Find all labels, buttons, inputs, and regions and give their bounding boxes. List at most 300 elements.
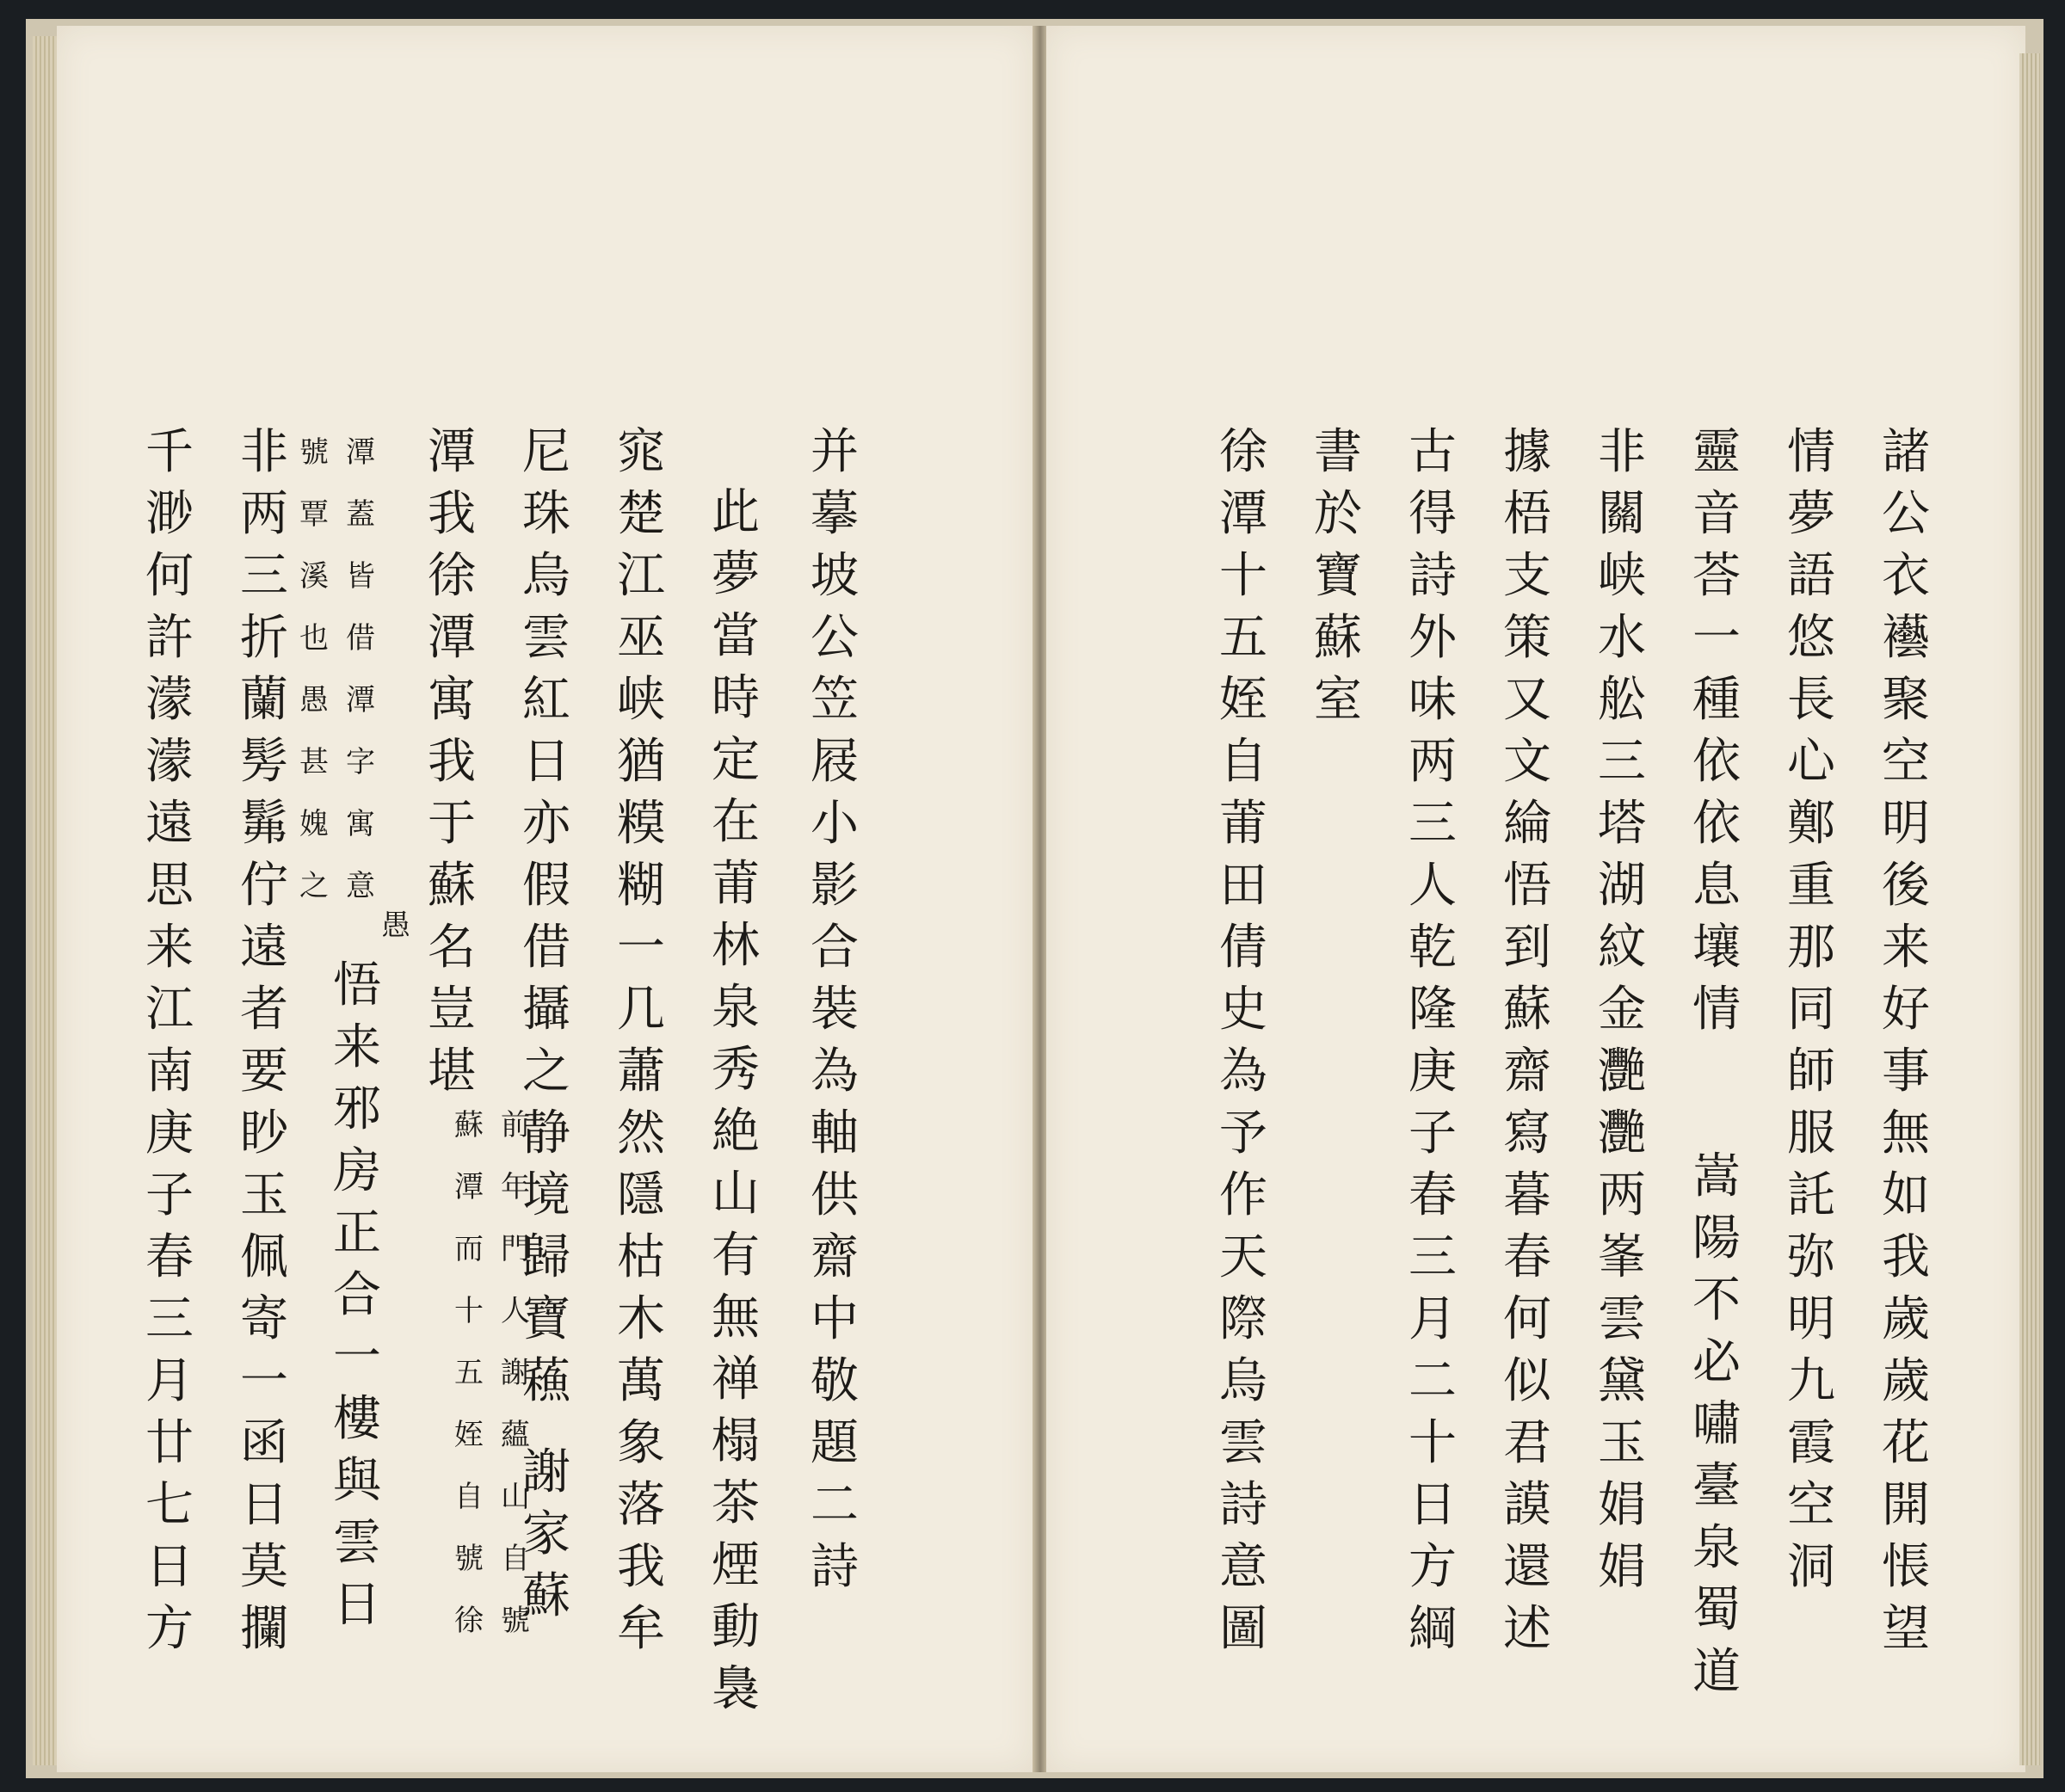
- right-col-6-char: 隆: [1409, 982, 1457, 1038]
- right-col-6-char: 子: [1409, 1105, 1457, 1161]
- left-col-7-char: 思: [145, 858, 194, 914]
- right-col-4-char: 娟: [1598, 1477, 1646, 1533]
- right-col-2-char: 心: [1787, 734, 1835, 790]
- right-col-6-char: 味: [1409, 672, 1457, 728]
- right-col-5-char: 還: [1503, 1539, 1551, 1595]
- left-col-6-char: 日: [240, 1477, 288, 1533]
- left-col-2: [706, 482, 766, 1721]
- page-edges-right: [2019, 53, 2040, 1765]
- left-col-4-char: 日: [522, 734, 570, 790]
- left-col-3-char: 我: [617, 1539, 665, 1595]
- left-note-b-line2-char: 蘇: [454, 1108, 484, 1142]
- right-col-5-char: 悟: [1503, 858, 1551, 914]
- left-col-5-tail: [327, 955, 387, 1636]
- left-col-2-char: 絶: [712, 1104, 760, 1160]
- left-col-1-char: 合: [811, 920, 859, 976]
- left-note-a-line1: [343, 422, 378, 917]
- right-col-5-char: 梧: [1503, 486, 1551, 542]
- left-col-6-char: 折: [240, 610, 288, 666]
- right-col-6-char: 月: [1409, 1291, 1457, 1347]
- right-col-5-char: 何: [1503, 1291, 1551, 1347]
- right-col-1-char: 花: [1882, 1415, 1930, 1471]
- right-col-3-char: 靈: [1692, 424, 1741, 480]
- left-col-3-char: 窕: [617, 424, 665, 480]
- left-col-4-char: 雲: [522, 610, 570, 666]
- right-col-3-char: 依: [1692, 734, 1741, 790]
- left-col-4-char: 烏: [522, 548, 570, 604]
- right-col-4-char: 關: [1598, 486, 1646, 542]
- right-col-4: [1592, 422, 1652, 1598]
- right-col-8-char: 為: [1219, 1044, 1267, 1099]
- right-col-1-char: 聚: [1882, 672, 1930, 728]
- right-col-5-char: 綸: [1503, 796, 1551, 852]
- left-col-4-char: 歸: [522, 1229, 570, 1285]
- left-col-1-char: 中: [811, 1291, 859, 1347]
- left-col-4-char: 借: [522, 920, 570, 976]
- left-col-1-char: 公: [811, 610, 859, 666]
- right-col-3-tail: [1686, 1146, 1747, 1703]
- right-col-5-char: 支: [1503, 548, 1551, 604]
- right-col-2-char: 鄭: [1787, 796, 1835, 852]
- left-note-a-line1-char: 借: [346, 621, 375, 656]
- left-col-3-char: 峡: [617, 672, 665, 728]
- left-col-2-char: 莆: [712, 856, 760, 912]
- left-note-a-line2: [297, 422, 331, 917]
- left-note-b-line2-char: 徐: [454, 1604, 484, 1638]
- right-col-3-tail-char: 陽: [1692, 1210, 1741, 1266]
- left-col-4-char: 尼: [522, 424, 570, 480]
- page-edges-left: [33, 36, 59, 1765]
- right-col-4-char: 峡: [1598, 548, 1646, 604]
- left-note-a-line2-char: 溪: [299, 559, 329, 594]
- right-col-5-char: 似: [1503, 1353, 1551, 1409]
- right-col-1-char: 事: [1882, 1044, 1930, 1099]
- left-note-b-line1-char: 蘊: [501, 1418, 530, 1452]
- right-col-8-char: 田: [1219, 858, 1267, 914]
- left-col-5-tail-char: 悟: [333, 958, 381, 1013]
- right-col-8-char: 際: [1219, 1291, 1267, 1347]
- right-col-3: [1686, 422, 1747, 1041]
- left-col-3-char: 木: [617, 1291, 665, 1347]
- right-col-4-char: 娟: [1598, 1539, 1646, 1595]
- left-note-a-line1-char: 寓: [346, 807, 375, 841]
- right-col-5-char: 蘇: [1503, 982, 1551, 1038]
- left-col-4-char: 紅: [522, 672, 570, 728]
- right-col-4-char: 湖: [1598, 858, 1646, 914]
- left-note-b-line2-char: 十: [454, 1294, 484, 1328]
- right-col-8-char: 徐: [1219, 424, 1267, 480]
- left-col-7-char: 許: [145, 610, 194, 666]
- left-col-6-char: 眇: [240, 1105, 288, 1161]
- left-col-1-char: 影: [811, 858, 859, 914]
- left-col-6-char: 遠: [240, 920, 288, 976]
- left-col-5-tail-char: 樓: [333, 1391, 381, 1447]
- right-col-2-char: 空: [1787, 1477, 1835, 1533]
- left-col-5-char: 徐: [428, 548, 476, 604]
- left-col-7-char: 遠: [145, 796, 194, 852]
- left-col-3-char: 江: [617, 548, 665, 604]
- left-col-7-char: 庚: [145, 1105, 194, 1161]
- left-col-1-char: 并: [811, 424, 859, 480]
- right-col-7: [1308, 422, 1368, 731]
- right-col-6-char: 得: [1409, 486, 1457, 542]
- left-col-1-char: 為: [811, 1044, 859, 1099]
- right-col-2-char: 服: [1787, 1105, 1835, 1161]
- left-col-4-char: 寶: [522, 1291, 570, 1347]
- left-col-7-char: 七: [145, 1477, 194, 1533]
- right-col-6-char: 人: [1409, 858, 1457, 914]
- left-col-2-char: 泉: [712, 980, 760, 1036]
- left-col-4-tail-char: 家: [522, 1506, 570, 1562]
- left-col-5-char: 寓: [428, 672, 476, 728]
- left-note-a-line1-char: 皆: [346, 559, 375, 594]
- left-col-1-char: 軸: [811, 1105, 859, 1161]
- left-note-a-line2-char: 媿: [299, 807, 329, 841]
- right-col-8: [1213, 422, 1273, 1660]
- right-col-5-char: 春: [1503, 1229, 1551, 1285]
- right-col-4-char: 非: [1598, 424, 1646, 480]
- left-col-2-char: 裊: [712, 1661, 760, 1717]
- left-col-1-char: 供: [811, 1167, 859, 1223]
- right-col-2-char: 弥: [1787, 1229, 1835, 1285]
- left-note-b-line2-char: 自: [454, 1480, 484, 1514]
- right-col-1-char: 好: [1882, 982, 1930, 1038]
- left-col-4-char: 珠: [522, 486, 570, 542]
- left-note-b-line1-char: 人: [501, 1294, 530, 1328]
- right-col-2-char: 明: [1787, 1291, 1835, 1347]
- right-col-2-char: 語: [1787, 548, 1835, 604]
- left-col-4-tail-char: 蘇: [522, 1568, 570, 1624]
- right-col-5-char: 謨: [1503, 1477, 1551, 1533]
- right-col-6-char: 日: [1409, 1477, 1457, 1533]
- right-col-2-char: 洞: [1787, 1539, 1835, 1595]
- right-col-1-char: 我: [1882, 1229, 1930, 1285]
- left-note-a-line2-char: 覃: [299, 497, 329, 532]
- left-col-1-char: 笠: [811, 672, 859, 728]
- right-col-2-char: 九: [1787, 1353, 1835, 1409]
- left-col-1-char: 裝: [811, 982, 859, 1038]
- left-col-6-char: 莫: [240, 1539, 288, 1595]
- left-col-6-char: 玉: [240, 1167, 288, 1223]
- right-col-2-char: 重: [1787, 858, 1835, 914]
- left-col-2-char: 當: [712, 608, 760, 664]
- right-col-1-char: 諸: [1882, 424, 1930, 480]
- left-col-5-tail-char: 日: [333, 1577, 381, 1633]
- right-col-4-char: 灧: [1598, 1044, 1646, 1099]
- right-col-4-char: 三: [1598, 734, 1646, 790]
- left-col-2-char: 時: [712, 670, 760, 726]
- left-col-5-char: 潭: [428, 610, 476, 666]
- right-col-2-char: 師: [1787, 1044, 1835, 1099]
- left-col-3-char: 几: [617, 982, 665, 1038]
- left-col-2-char: 有: [712, 1228, 760, 1284]
- left-col-7-char: 南: [145, 1044, 194, 1099]
- right-col-1-char: 公: [1882, 486, 1930, 542]
- left-note-b-line1-char: 謝: [501, 1356, 530, 1390]
- left-col-5-char: 名: [428, 920, 476, 976]
- left-col-7-char: 方: [145, 1601, 194, 1657]
- left-col-5-tail-char: 合: [333, 1267, 381, 1323]
- right-col-5-char: 到: [1503, 920, 1551, 976]
- left-note-a: [297, 422, 378, 917]
- left-col-4-char: 亦: [522, 796, 570, 852]
- left-col-2-char: 無: [712, 1290, 760, 1346]
- right-col-8-char: 五: [1219, 610, 1267, 666]
- left-note-a-line2-char: 愚: [299, 683, 329, 717]
- left-col-5: [422, 422, 482, 1103]
- left-note-a-tail-char: 愚: [381, 908, 410, 943]
- left-col-2-char: 茶: [712, 1475, 760, 1531]
- right-col-1-char: 後: [1882, 858, 1930, 914]
- right-col-3-char: 壤: [1692, 920, 1741, 976]
- left-col-7-char: 千: [145, 424, 194, 480]
- left-col-1-char: 小: [811, 796, 859, 852]
- left-note-b-line1-char: 號: [501, 1604, 530, 1638]
- right-col-6-char: 外: [1409, 610, 1457, 666]
- right-col-6-char: 两: [1409, 734, 1457, 790]
- right-col-6-char: 綱: [1409, 1601, 1457, 1657]
- right-col-2-char: 長: [1787, 672, 1835, 728]
- left-col-3-char: 萬: [617, 1353, 665, 1409]
- right-col-7-char: 於: [1314, 486, 1362, 542]
- right-col-8-char: 圖: [1219, 1601, 1267, 1657]
- right-col-8-char: 自: [1219, 734, 1267, 790]
- right-col-4-char: 舩: [1598, 672, 1646, 728]
- right-col-4-char: 灧: [1598, 1105, 1646, 1161]
- right-col-8-char: 姪: [1219, 672, 1267, 728]
- left-col-6-char: 攔: [240, 1601, 288, 1657]
- right-col-2-char: 夢: [1787, 486, 1835, 542]
- left-col-3: [611, 422, 671, 1660]
- right-col-1-char: 開: [1882, 1477, 1930, 1533]
- left-col-1-char: 摹: [811, 486, 859, 542]
- left-col-7-char: 来: [145, 920, 194, 976]
- right-col-3-tail-char: 道: [1692, 1644, 1741, 1700]
- left-col-5-char: 蘇: [428, 858, 476, 914]
- left-col-5-char: 于: [428, 796, 476, 852]
- left-col-6-char: 一: [240, 1353, 288, 1409]
- left-col-3-char: 巫: [617, 610, 665, 666]
- left-note-a-line2-char: 也: [299, 621, 329, 656]
- left-note-b-line1-char: 年: [501, 1170, 530, 1204]
- left-col-2-char: 禅: [712, 1352, 760, 1407]
- left-col-5-tail-char: 與: [333, 1453, 381, 1509]
- left-col-5-char: 豈: [428, 982, 476, 1038]
- left-col-5-tail-char: 一: [333, 1329, 381, 1385]
- left-note-b-line2-char: 而: [454, 1232, 484, 1266]
- left-col-2-char: 此: [712, 484, 760, 540]
- left-col-6-char: 髴: [240, 796, 288, 852]
- left-note-a-line1-char: 潭: [346, 435, 375, 470]
- right-col-8-char: 倩: [1219, 920, 1267, 976]
- left-col-1: [804, 422, 865, 1598]
- right-col-2-char: 霞: [1787, 1415, 1835, 1471]
- right-col-8-char: 十: [1219, 548, 1267, 604]
- left-col-5-tail-char: 雲: [333, 1515, 381, 1571]
- left-col-4-char: 蘓: [522, 1353, 570, 1409]
- left-note-b: [452, 1094, 533, 1652]
- left-col-1-char: 敬: [811, 1353, 859, 1409]
- right-col-6-char: 庚: [1409, 1044, 1457, 1099]
- right-col-6-char: 方: [1409, 1539, 1457, 1595]
- left-col-3-char: 糢: [617, 796, 665, 852]
- left-col-3-char: 象: [617, 1415, 665, 1471]
- left-col-6-char: 三: [240, 548, 288, 604]
- left-col-3-char: 然: [617, 1105, 665, 1161]
- left-col-7-char: 月: [145, 1353, 194, 1409]
- left-col-1-char: 詩: [811, 1539, 859, 1595]
- left-note-b-line2-char: 號: [454, 1542, 484, 1576]
- left-col-6-char: 非: [240, 424, 288, 480]
- left-col-2-char: 動: [712, 1599, 760, 1655]
- left-col-6-char: 两: [240, 486, 288, 542]
- right-col-3-char: 種: [1692, 672, 1741, 728]
- right-col-6-char: 十: [1409, 1415, 1457, 1471]
- right-col-8-char: 予: [1219, 1105, 1267, 1161]
- right-col-1-char: 来: [1882, 920, 1930, 976]
- right-col-3-char: 息: [1692, 858, 1741, 914]
- right-col-7-char: 寶: [1314, 548, 1362, 604]
- right-col-4-char: 两: [1598, 1167, 1646, 1223]
- right-col-8-char: 烏: [1219, 1353, 1267, 1409]
- left-col-5-char: 我: [428, 734, 476, 790]
- right-col-6-char: 二: [1409, 1353, 1457, 1409]
- left-col-2-char: 秀: [712, 1042, 760, 1098]
- right-col-5-char: 齋: [1503, 1044, 1551, 1099]
- right-col-4-char: 峯: [1598, 1229, 1646, 1285]
- right-col-5-char: 寫: [1503, 1105, 1551, 1161]
- left-col-2-char: 在: [712, 794, 760, 850]
- right-col-8-char: 詩: [1219, 1477, 1267, 1533]
- right-col-3-char: 荅: [1692, 548, 1741, 604]
- left-note-b-line2: [452, 1094, 486, 1652]
- right-col-6: [1402, 422, 1463, 1660]
- right-col-5-char: 君: [1503, 1415, 1551, 1471]
- left-note-a-line1-char: 字: [346, 745, 375, 779]
- right-col-4-char: 金: [1598, 982, 1646, 1038]
- right-col-6-char: 詩: [1409, 548, 1457, 604]
- right-col-3-char: 一: [1692, 610, 1741, 666]
- left-col-3-char: 糊: [617, 858, 665, 914]
- right-col-8-char: 天: [1219, 1229, 1267, 1285]
- left-col-6-char: 要: [240, 1044, 288, 1099]
- left-col-6-char: 寄: [240, 1291, 288, 1347]
- left-col-2-char: 榻: [712, 1413, 760, 1469]
- left-col-5-tail-char: 邪: [333, 1081, 381, 1137]
- left-col-5-char: 我: [428, 486, 476, 542]
- left-col-4-char: 攝: [522, 982, 570, 1038]
- right-col-4-char: 塔: [1598, 796, 1646, 852]
- right-col-3-tail-char: 嘯: [1692, 1396, 1741, 1452]
- left-col-3-char: 楚: [617, 486, 665, 542]
- left-note-a-tail: [379, 895, 413, 957]
- right-col-3-char: 依: [1692, 796, 1741, 852]
- left-col-6: [234, 422, 294, 1660]
- left-col-1-char: 坡: [811, 548, 859, 604]
- left-col-1-char: 屐: [811, 734, 859, 790]
- left-col-6-char: 髣: [240, 734, 288, 790]
- right-col-5: [1497, 422, 1557, 1660]
- left-col-7-char: 廿: [145, 1415, 194, 1471]
- right-col-3-tail-char: 蜀: [1692, 1582, 1741, 1638]
- right-col-2-char: 同: [1787, 982, 1835, 1038]
- right-col-4-char: 水: [1598, 610, 1646, 666]
- left-col-4-char: 之: [522, 1044, 570, 1099]
- left-col-2-char: 煙: [712, 1537, 760, 1593]
- right-col-5-char: 暮: [1503, 1167, 1551, 1223]
- left-col-1-char: 二: [811, 1477, 859, 1533]
- left-col-5-char: 堪: [428, 1044, 476, 1099]
- left-col-4-char: 静: [522, 1105, 570, 1161]
- left-col-2-char: 定: [712, 732, 760, 788]
- left-note-b-line1-char: 門: [501, 1232, 530, 1266]
- left-col-3-char: 猶: [617, 734, 665, 790]
- right-col-3-tail-char: 臺: [1692, 1458, 1741, 1514]
- left-col-1-char: 題: [811, 1415, 859, 1471]
- right-col-8-char: 史: [1219, 982, 1267, 1038]
- right-col-1: [1876, 422, 1936, 1660]
- right-col-3-char: 情: [1692, 982, 1741, 1038]
- right-col-6-char: 三: [1409, 796, 1457, 852]
- right-col-5-char: 策: [1503, 610, 1551, 666]
- left-note-b-line2-char: 姪: [454, 1418, 484, 1452]
- left-col-5-tail-char: 正: [333, 1205, 381, 1261]
- right-col-6-char: 三: [1409, 1229, 1457, 1285]
- right-col-3-tail-char: 不: [1692, 1272, 1741, 1328]
- left-note-b-line1-char: 前: [501, 1108, 530, 1142]
- right-col-2: [1781, 422, 1841, 1598]
- right-col-1-char: 悵: [1882, 1539, 1930, 1595]
- left-col-7-char: 江: [145, 982, 194, 1038]
- right-col-4-char: 紋: [1598, 920, 1646, 976]
- right-col-5-char: 文: [1503, 734, 1551, 790]
- left-col-3-char: 枯: [617, 1229, 665, 1285]
- left-col-7-char: 日: [145, 1539, 194, 1595]
- right-col-5-char: 據: [1503, 424, 1551, 480]
- left-note-a-line1-char: 意: [346, 869, 375, 903]
- right-col-5-char: 又: [1503, 672, 1551, 728]
- right-col-5-char: 述: [1503, 1601, 1551, 1657]
- left-col-4-char: 境: [522, 1167, 570, 1223]
- right-col-6-char: 乾: [1409, 920, 1457, 976]
- right-col-3-tail-char: 泉: [1692, 1520, 1741, 1576]
- left-col-7-char: 子: [145, 1167, 194, 1223]
- left-col-7: [139, 422, 200, 1660]
- right-col-1-char: 歲: [1882, 1353, 1930, 1409]
- left-col-7-char: 春: [145, 1229, 194, 1285]
- left-note-a-line2-char: 之: [299, 869, 329, 903]
- left-col-5-tail-char: 来: [333, 1019, 381, 1075]
- right-col-3-tail-char: 嵩: [1692, 1148, 1741, 1204]
- left-note-a-line1-char: 蓋: [346, 497, 375, 532]
- left-note-a-line2-char: 甚: [299, 745, 329, 779]
- right-col-2-char: 情: [1787, 424, 1835, 480]
- left-col-3-char: 牟: [617, 1601, 665, 1657]
- left-col-7-char: 何: [145, 548, 194, 604]
- right-col-1-char: 無: [1882, 1105, 1930, 1161]
- left-col-6-char: 佇: [240, 858, 288, 914]
- left-note-b-line1: [498, 1094, 533, 1652]
- right-col-2-char: 悠: [1787, 610, 1835, 666]
- right-col-2-char: 託: [1787, 1167, 1835, 1223]
- left-col-5-tail-char: 房: [333, 1143, 381, 1199]
- left-col-3-char: 隱: [617, 1167, 665, 1223]
- left-col-6-char: 者: [240, 982, 288, 1038]
- right-col-4-char: 黛: [1598, 1353, 1646, 1409]
- right-col-4-char: 雲: [1598, 1291, 1646, 1347]
- left-col-2-char: 山: [712, 1166, 760, 1222]
- left-col-3-char: 一: [617, 920, 665, 976]
